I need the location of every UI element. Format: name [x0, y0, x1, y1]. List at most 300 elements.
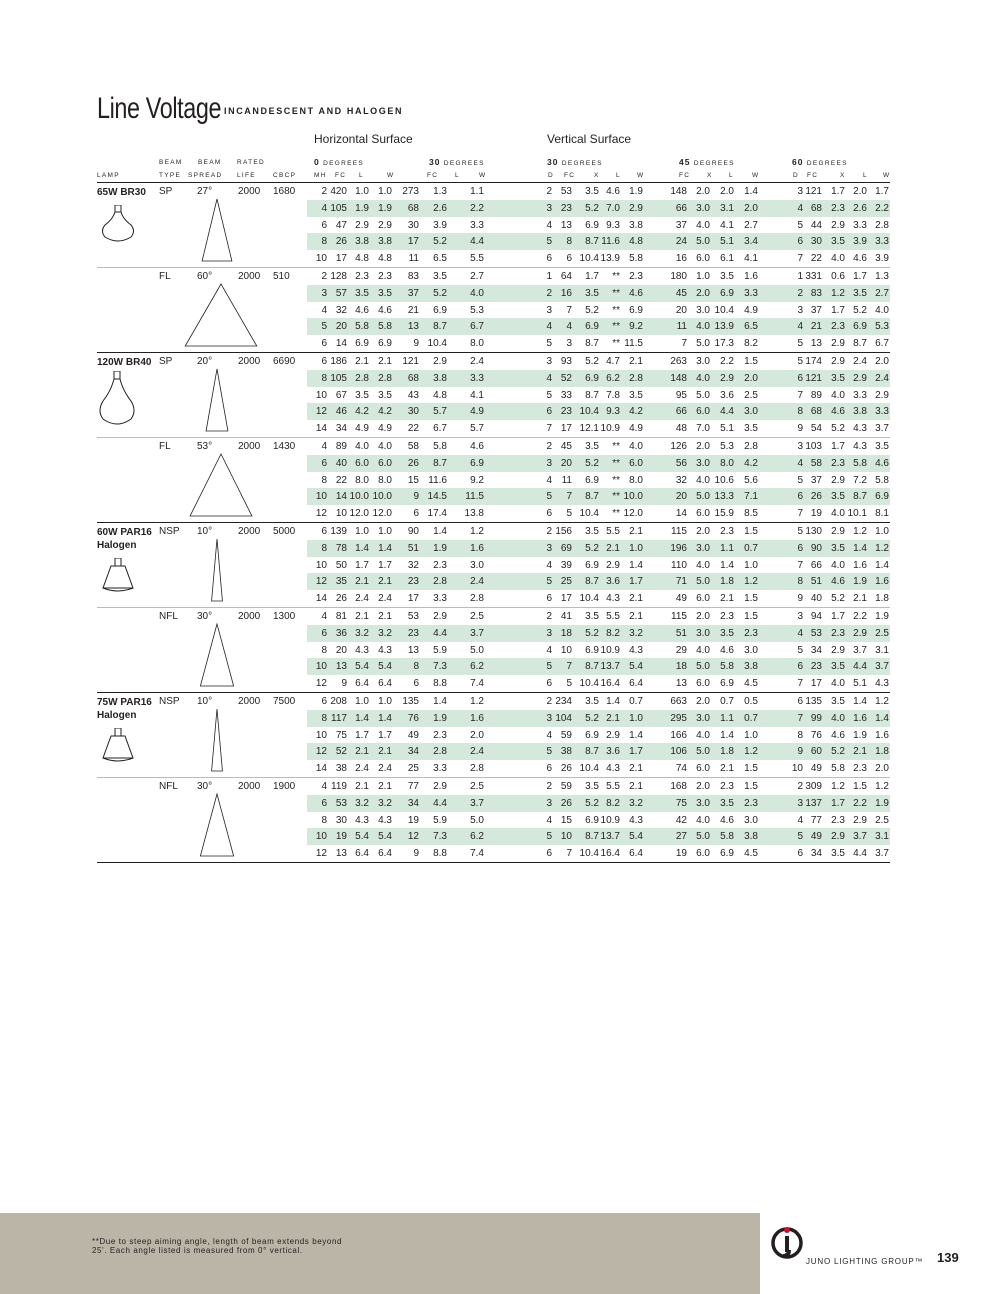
table-cell: 2.0 — [696, 526, 710, 537]
table-cell: 19 — [675, 848, 687, 860]
table-cell: 5.8 — [720, 661, 734, 673]
beam-block — [97, 183, 890, 268]
table-cell: 1.3 — [875, 271, 889, 282]
table-cell: 2.9 — [355, 219, 369, 231]
table-cell: 2.1 — [853, 593, 867, 605]
table-cell: 2.3 — [831, 202, 845, 214]
table-cell: 5.2 — [831, 593, 845, 605]
table-cell: 6.2 — [470, 661, 484, 673]
row-mask — [97, 318, 155, 335]
table-cell: 2.0 — [744, 202, 758, 214]
row-mask — [97, 285, 155, 302]
table-cell: 8.7 — [853, 491, 867, 503]
table-cell: 8.0 — [629, 474, 643, 486]
beam-spread: 60° — [197, 271, 213, 282]
table-cell: 43 — [407, 389, 419, 401]
table-cell: 4.6 — [720, 644, 734, 656]
table-cell: 5.8 — [720, 831, 734, 843]
table-cell: 4 — [321, 304, 327, 316]
table-cell: 2.9 — [433, 781, 447, 792]
table-cell: 66 — [810, 559, 822, 571]
table-cell: 4.3 — [875, 678, 889, 690]
table-cell: 25 — [407, 763, 419, 775]
table-cell: 5.8 — [629, 253, 643, 265]
table-cell: 1 — [546, 271, 552, 282]
row-mask — [97, 488, 155, 505]
table-cell: 10 — [560, 831, 572, 843]
table-cell: 2.2 — [875, 202, 889, 214]
table-cell: 30 — [335, 814, 347, 826]
beam-spread-triangle — [181, 622, 281, 692]
table-cell: 4.3 — [629, 644, 643, 656]
lamp-name-sub: Halogen — [97, 710, 137, 721]
table-cell: 10.4 — [427, 338, 447, 350]
table-cell: 30 — [407, 406, 419, 418]
table-cell: 6 — [321, 457, 327, 469]
hdr-w: W — [883, 172, 891, 179]
table-cell: 2.9 — [433, 356, 447, 367]
table-cell: 148 — [670, 372, 687, 384]
table-cell: 2.6 — [853, 202, 867, 214]
table-cell: 2.9 — [831, 831, 845, 843]
table-cell: 19 — [810, 508, 822, 520]
table-cell: 67 — [335, 389, 347, 401]
table-cell: 2.8 — [470, 593, 484, 605]
table-cell: 2.1 — [355, 746, 369, 758]
hdr-d: D — [793, 172, 799, 179]
table-cell: 45 — [560, 441, 572, 452]
table-cell: 3.5 — [585, 287, 599, 299]
table-cell: 2.1 — [355, 576, 369, 588]
table-cell: 3.1 — [720, 202, 734, 214]
table-cell: 3.7 — [875, 661, 889, 673]
table-cell: 6.0 — [696, 678, 710, 690]
table-cell: 5.4 — [355, 661, 369, 673]
table-cell: 1.4 — [433, 526, 447, 537]
table-cell: 1.4 — [355, 542, 369, 554]
table-cell: 5.2 — [585, 542, 599, 554]
table-cell: 2.7 — [470, 271, 484, 282]
table-cell: 8 — [321, 712, 327, 724]
table-cell: 76 — [407, 712, 419, 724]
table-cell: 103 — [805, 441, 822, 452]
table-cell: 4.6 — [629, 287, 643, 299]
table-cell: 2.1 — [629, 526, 643, 537]
table-cell: 1.9 — [875, 611, 889, 622]
table-cell: 2.4 — [470, 576, 484, 588]
table-cell: 23 — [407, 627, 419, 639]
beam-cbcp: 6690 — [273, 356, 296, 367]
table-cell: 10 — [315, 729, 327, 741]
beam-life: 2000 — [238, 186, 261, 197]
table-cell: 8 — [321, 644, 327, 656]
table-cell: 14.5 — [427, 491, 447, 503]
table-cell: 1.2 — [875, 696, 889, 707]
beam-spread: 20° — [197, 356, 213, 367]
table-cell: 10.0 — [349, 491, 369, 503]
table-cell: 6.9 — [629, 304, 643, 316]
table-cell: 4.4 — [433, 627, 447, 639]
table-cell: 4.0 — [831, 678, 845, 690]
table-cell: 12.0 — [349, 508, 369, 520]
table-cell: 2.3 — [720, 611, 734, 622]
table-cell: 5.8 — [831, 763, 845, 775]
table-cell: 1.6 — [853, 559, 867, 571]
table-cell: 23 — [407, 576, 419, 588]
table-cell: 8.2 — [606, 627, 620, 639]
table-cell: 7 — [797, 559, 803, 571]
table-cell: 26 — [407, 457, 419, 469]
table-cell: 68 — [810, 202, 822, 214]
table-cell: 13.9 — [600, 253, 620, 265]
table-cell: 2.1 — [853, 746, 867, 758]
table-cell: 6.9 — [585, 321, 599, 333]
table-cell: 2.1 — [355, 356, 369, 367]
table-cell: 2.7 — [875, 287, 889, 299]
beam-spread: 27° — [197, 186, 213, 197]
table-cell: 4.3 — [378, 644, 392, 656]
table-cell: 2.1 — [720, 593, 734, 605]
table-cell: 3.0 — [696, 202, 710, 214]
hdr-beam2: BEAM — [198, 159, 222, 166]
table-cell: 156 — [555, 526, 572, 537]
table-cell: 3 — [321, 287, 327, 299]
table-cell: 3.5 — [831, 491, 845, 503]
table-cell: 8 — [321, 372, 327, 384]
table-cell: 2.9 — [606, 559, 620, 571]
hdr-x: X — [594, 172, 600, 179]
table-cell: 126 — [670, 441, 687, 452]
table-cell: 22 — [810, 253, 822, 265]
table-cell: 1.1 — [720, 542, 734, 554]
table-cell: 6.7 — [433, 423, 447, 435]
table-cell: 4.2 — [355, 406, 369, 418]
table-cell: 16.4 — [600, 678, 620, 690]
table-cell: 4.4 — [433, 797, 447, 809]
table-cell: 2 — [546, 611, 552, 622]
table-cell: 3.8 — [744, 661, 758, 673]
title-main: Line Voltage — [97, 92, 222, 125]
table-cell: 1.2 — [831, 781, 845, 792]
table-cell: 121 — [805, 372, 822, 384]
table-cell: 83 — [407, 271, 419, 282]
row-mask — [97, 625, 155, 642]
table-cell: 5.0 — [696, 831, 710, 843]
table-cell: 12 — [315, 576, 327, 588]
table-cell: 11.6 — [428, 474, 447, 486]
table-cell: 0.5 — [744, 696, 758, 707]
table-cell: 5 — [797, 219, 803, 231]
table-cell: 41 — [560, 611, 572, 622]
table-cell: 2.9 — [720, 372, 734, 384]
table-cell: 3.5 — [744, 423, 758, 435]
table-cell: 17 — [810, 678, 822, 690]
table-cell: 2.3 — [629, 271, 643, 282]
table-cell: 1.4 — [720, 729, 734, 741]
table-cell: 2 — [546, 696, 552, 707]
table-cell: 135 — [805, 696, 822, 707]
table-cell: 1.5 — [744, 593, 758, 605]
table-cell: 4.6 — [831, 406, 845, 418]
table-cell: 5.1 — [853, 678, 867, 690]
table-cell: 4.6 — [355, 304, 369, 316]
table-cell: 2 — [546, 526, 552, 537]
table-cell: 5.2 — [585, 202, 599, 214]
table-cell: 22 — [407, 423, 419, 435]
table-cell: 3.2 — [378, 797, 392, 809]
table-cell: 6 — [413, 678, 419, 690]
table-cell: 3.6 — [606, 576, 620, 588]
table-cell: 2.4 — [355, 593, 369, 605]
hdr-w: W — [637, 172, 645, 179]
table-cell: 4.3 — [853, 441, 867, 452]
table-cell: 3.7 — [470, 627, 484, 639]
hdr-l: L — [863, 172, 868, 179]
table-cell: 5.2 — [831, 746, 845, 758]
table-cell: 3.0 — [744, 406, 758, 418]
table-cell: 3.6 — [606, 746, 620, 758]
table-cell: 4.4 — [720, 406, 734, 418]
table-cell: 1.8 — [720, 576, 734, 588]
table-cell: 2 — [546, 781, 552, 792]
table-cell: 4 — [321, 441, 327, 452]
table-cell: 5.7 — [470, 423, 484, 435]
table-cell: 8.7 — [585, 236, 599, 248]
table-cell: 4.8 — [355, 253, 369, 265]
table-cell: 2.3 — [744, 627, 758, 639]
table-cell: 1.2 — [853, 526, 867, 537]
table-cell: 10 — [791, 763, 803, 775]
hdr-d: D — [548, 172, 554, 179]
table-cell: 1.6 — [744, 271, 758, 282]
table-cell: 2.9 — [831, 219, 845, 231]
table-cell: 2.9 — [629, 202, 643, 214]
table-cell: 7 — [546, 423, 552, 435]
table-cell: 4.9 — [744, 304, 758, 316]
table-cell: 2.4 — [853, 356, 867, 367]
table-cell: 10 — [315, 389, 327, 401]
table-cell: 6 — [546, 508, 552, 520]
table-cell: 1.4 — [433, 696, 447, 707]
table-cell: 8.0 — [470, 338, 484, 350]
beam-type: FL — [159, 271, 171, 282]
table-cell: 5.4 — [629, 661, 643, 673]
table-cell: 5.0 — [696, 576, 710, 588]
table-cell: 4.2 — [744, 457, 758, 469]
hdr-x: X — [840, 172, 846, 179]
table-cell: 3.2 — [629, 797, 643, 809]
table-cell: 3 — [797, 797, 803, 809]
hdr-group-45: 45 DEGREES — [679, 157, 735, 167]
table-cell: 5 — [321, 321, 327, 333]
table-cell: 6.9 — [720, 287, 734, 299]
table-cell: 15.9 — [714, 508, 734, 520]
table-cell: 2.8 — [355, 372, 369, 384]
table-cell: 5.2 — [585, 356, 599, 367]
table-cell: 234 — [555, 696, 572, 707]
table-cell: 1.9 — [433, 542, 447, 554]
table-cell: 3.5 — [720, 271, 734, 282]
table-cell: 4.0 — [355, 441, 369, 452]
table-cell: 5.2 — [585, 304, 599, 316]
bulb-icon — [99, 205, 139, 255]
table-cell: 13 — [407, 644, 419, 656]
hdr-group-30h: 30 DEGREES — [429, 157, 485, 167]
table-cell: 6.9 — [720, 678, 734, 690]
beam-life: 2000 — [238, 441, 261, 452]
hdr-life: LIFE — [237, 172, 256, 179]
table-cell: 14 — [315, 763, 327, 775]
table-cell: 2.0 — [875, 763, 889, 775]
beam-spread-triangle — [181, 707, 281, 777]
table-cell: 5.0 — [470, 644, 484, 656]
table-cell: 3 — [797, 611, 803, 622]
table-cell: 26 — [810, 491, 822, 503]
table-cell: 49 — [810, 763, 822, 775]
table-cell: 95 — [675, 389, 687, 401]
table-cell: 13.7 — [600, 831, 620, 843]
table-cell: 4.1 — [720, 219, 734, 231]
table-cell: 180 — [670, 271, 687, 282]
table-cell: 11 — [408, 253, 419, 265]
beam-spread: 30° — [197, 781, 213, 792]
table-cell: 26 — [560, 763, 572, 775]
hdr-x: X — [707, 172, 713, 179]
table-cell: 8 — [797, 406, 803, 418]
table-cell: 6.5 — [744, 321, 758, 333]
table-cell: 6.4 — [378, 678, 392, 690]
table-cell: 4.0 — [831, 508, 845, 520]
table-cell: 32 — [675, 474, 687, 486]
table-cell: 3.0 — [744, 814, 758, 826]
table-cell: 3.0 — [696, 542, 710, 554]
table-cell: 2.2 — [853, 797, 867, 809]
table-cell: 10.4 — [579, 848, 599, 860]
table-cell: 6.9 — [433, 304, 447, 316]
table-cell: 2.3 — [831, 814, 845, 826]
table-cell: 6.4 — [629, 678, 643, 690]
table-cell: 15 — [560, 814, 572, 826]
table-cell: 1.5 — [853, 781, 867, 792]
table-cell: 10.4 — [579, 593, 599, 605]
table-cell: 3.5 — [585, 781, 599, 792]
hdr-l: L — [729, 172, 734, 179]
table-cell: 48 — [675, 423, 687, 435]
table-cell: 2 — [546, 186, 552, 197]
table-cell: 1.7 — [378, 559, 392, 571]
table-cell: 3.5 — [831, 696, 845, 707]
brand-name: JUNO LIGHTING GROUP™ — [806, 1257, 924, 1266]
table-cell: 14 — [315, 593, 327, 605]
table-cell: 5 — [546, 576, 552, 588]
table-cell: 4 — [546, 814, 552, 826]
table-cell: 1.8 — [720, 746, 734, 758]
table-cell: 6 — [321, 219, 327, 231]
table-cell: 57 — [335, 287, 347, 299]
table-cell: 8.5 — [744, 508, 758, 520]
table-cell: 8.7 — [853, 338, 867, 350]
table-cell: 4.6 — [831, 576, 845, 588]
table-cell: 69 — [560, 542, 572, 554]
table-cell: 5 — [797, 831, 803, 843]
table-cell: 5 — [797, 474, 803, 486]
table-cell: 3.5 — [378, 389, 392, 401]
hdr-spread: SPREAD — [188, 172, 223, 179]
table-cell: 2 — [321, 186, 327, 197]
table-cell: 6 — [566, 253, 572, 265]
table-cell: 2.0 — [470, 729, 484, 741]
table-cell: 2.3 — [744, 797, 758, 809]
beam-life: 2000 — [238, 696, 261, 707]
table-cell: 6 — [546, 406, 552, 418]
table-cell: 2.9 — [831, 526, 845, 537]
table-cell: 1.0 — [378, 526, 392, 537]
table-cell: 3.0 — [696, 304, 710, 316]
hdr-l: L — [359, 172, 364, 179]
table-cell: 10 — [315, 491, 327, 503]
table-cell: 3.5 — [831, 848, 845, 860]
table-cell: 6.0 — [378, 457, 392, 469]
table-cell: 4.3 — [606, 593, 620, 605]
table-cell: 6.0 — [696, 848, 710, 860]
table-cell: 2 — [546, 441, 552, 452]
table-cell: 4.1 — [744, 253, 758, 265]
table-cell: 1.5 — [744, 781, 758, 792]
table-cell: 9 — [413, 848, 419, 860]
table-cell: 6 — [413, 508, 419, 520]
table-cell: 2.0 — [696, 781, 710, 792]
table-cell: 6.9 — [853, 321, 867, 333]
table-cell: 89 — [810, 389, 822, 401]
table-cell: 3 — [546, 712, 552, 724]
table-cell: 1.7 — [629, 576, 643, 588]
table-cell: 4.0 — [696, 321, 710, 333]
table-cell: 59 — [560, 729, 572, 741]
table-cell: 3.3 — [433, 593, 447, 605]
table-cell: 4.0 — [696, 559, 710, 571]
hdr-cbcp: CBCP — [273, 172, 297, 179]
table-cell: 5.8 — [853, 457, 867, 469]
table-cell: 5.2 — [853, 304, 867, 316]
table-cell: 5.2 — [585, 627, 599, 639]
table-cell: 5 — [546, 746, 552, 758]
table-cell: 4.0 — [696, 814, 710, 826]
table-cell: 4.8 — [629, 236, 643, 248]
table-cell: 51 — [407, 542, 419, 554]
table-cell: 1.4 — [378, 712, 392, 724]
table-cell: 1.2 — [831, 287, 845, 299]
table-cell: 2.5 — [744, 389, 758, 401]
table-cell: 4.7 — [606, 356, 620, 367]
table-cell: 4 — [797, 457, 803, 469]
table-cell: 37 — [810, 304, 822, 316]
table-cell: 81 — [335, 611, 347, 622]
hdr-group-60: 60 DEGREES — [792, 157, 848, 167]
beam-type: SP — [159, 356, 173, 367]
table-cell: 6 — [546, 848, 552, 860]
table-cell: 1.7 — [585, 271, 599, 282]
table-cell: 3.3 — [853, 219, 867, 231]
bulb-icon — [99, 728, 139, 778]
beam-block — [97, 523, 890, 608]
table-cell: 3.5 — [585, 611, 599, 622]
table-cell: 3 — [797, 304, 803, 316]
table-cell: 12 — [315, 678, 327, 690]
table-cell: 9 — [413, 491, 419, 503]
table-cell: 5.0 — [696, 661, 710, 673]
table-cell: 13 — [407, 321, 419, 333]
table-cell: 6 — [797, 696, 803, 707]
